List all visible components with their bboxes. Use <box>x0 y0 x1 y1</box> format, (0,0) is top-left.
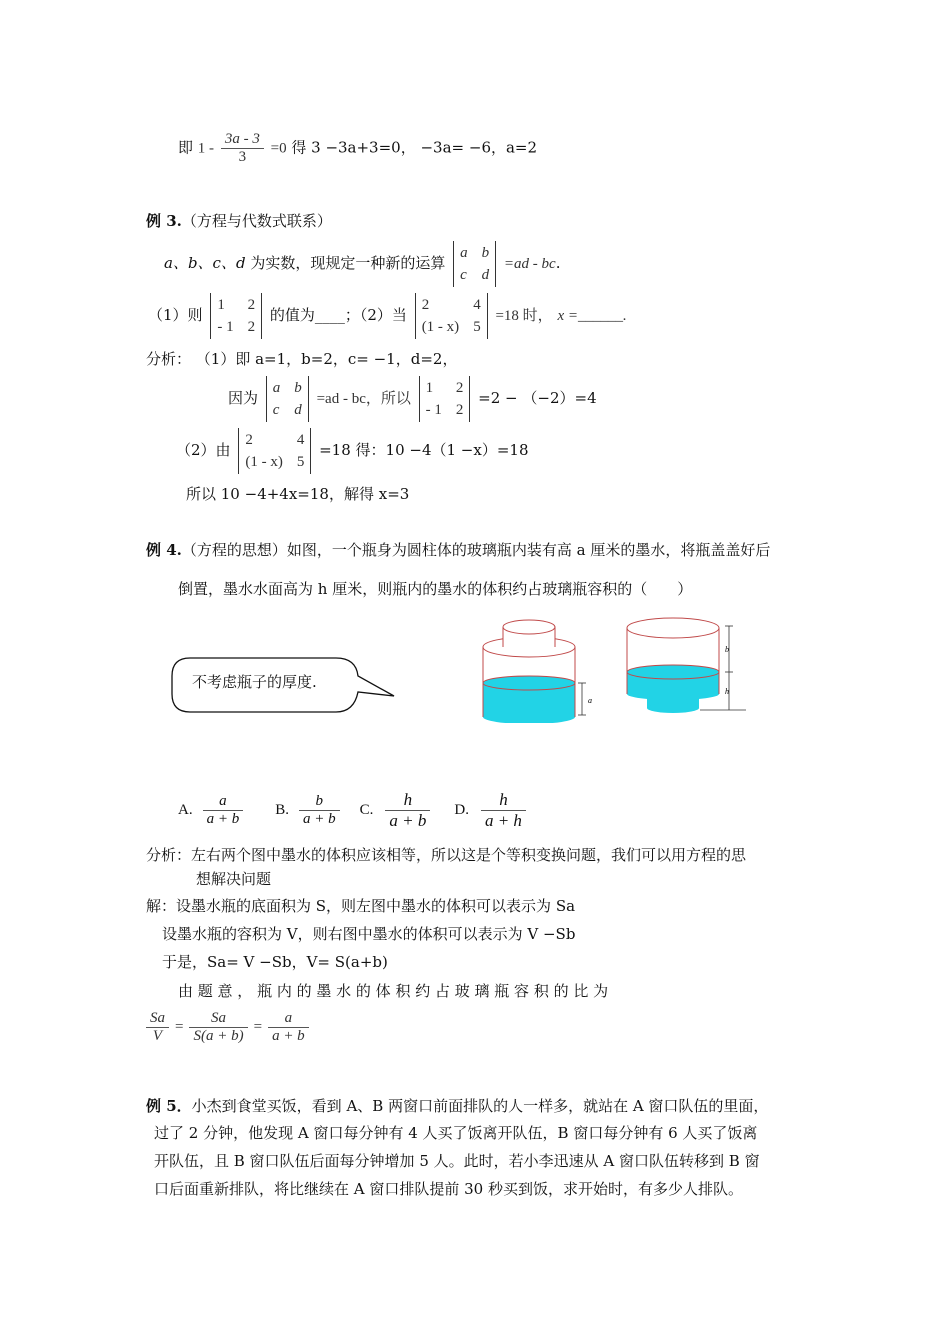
solution-4-line-4: 由 题 意 ， 瓶 内 的 墨 水 的 体 积 约 占 玻 璃 瓶 容 积 的 比 为 <box>178 982 609 1000</box>
answer-options <box>178 790 528 831</box>
solution-line: 即 1 - $\frac{3a - 3}{3}$ =0 得 3 −3a+3=0， −3a= −6，a=2 <box>178 131 538 165</box>
speech-bubble-text: 不考虑瓶子的厚度. <box>192 673 317 691</box>
bottle-inverted-diagram <box>622 610 748 718</box>
analysis-4-line-1: 分析：左右两个图中墨水的体积应该相等，所以这是个等积变换问题，我们可以用方程的思 <box>146 846 747 864</box>
option-d[interactable]: D. $\frac{h}{a + h}$ <box>454 790 528 831</box>
analysis-line-2: 因为 a b c d =ad - bc，所以 1 2 - 1 2 =2 − （−2）=4 <box>228 376 597 422</box>
option-a[interactable]: A. $\frac{a}{a + b}$ <box>178 793 245 828</box>
label-b: b <box>725 645 729 654</box>
determinant-q1-2: 1 2 - 1 2 <box>419 376 471 422</box>
determinant-definition: a b c d <box>453 241 496 287</box>
example-5-line-4: 口后面重新排队，将比继续在 A 窗口排队提前 30 秒买到饭，求开始时，有多少人排队。 <box>154 1180 743 1198</box>
solution-4-line-1: 解：设墨水瓶的底面积为 S，则左图中墨水的体积可以表示为 Sa <box>146 897 576 915</box>
analysis-4-line-2: 想解决问题 <box>196 870 272 888</box>
example-3-intro: a、b、c、d 为实数，现规定一种新的运算 a b c d =ad - bc. <box>164 241 560 287</box>
solution-4-line-2: 设墨水瓶的容积为 V，则右图中墨水的体积可以表示为 V −Sb <box>162 925 576 943</box>
determinant-definition-2: a b c d <box>266 376 309 422</box>
example-3-heading: 例 3.（方程与代数式联系） <box>146 212 332 230</box>
ratio-equation: $\frac{Sa}{V}$ = $\frac{Sa}{S(a + b)}$ = $\frac{a}{a + b}$ <box>144 1010 311 1045</box>
label-h: h <box>725 687 729 696</box>
example-5-line-1: 例 5．小杰到食堂买饭，看到 A、B 两窗口前面排队的人一样多，就站在 A 窗口队伍的里面， <box>146 1097 769 1115</box>
option-b[interactable]: B. $\frac{b}{a + b}$ <box>275 793 341 828</box>
analysis-line-1: 分析： （1）即 a=1，b=2，c= −1，d=2， <box>146 350 458 368</box>
example-5-line-2: 过了 2 分钟，他发现 A 窗口每分钟有 4 人买了饭离开队伍，B 窗口每分钟有 6 人买了饭离 <box>154 1124 758 1142</box>
example-3-questions: （1）则 1 2 - 1 2 的值为____；（2）当 2 4 (1 - x) 5 =18 时， x =______. <box>148 293 627 339</box>
fraction: $\frac{3a - 3}{3}$ <box>221 131 264 166</box>
option-c[interactable]: C. $\frac{h}{a + b}$ <box>360 790 433 831</box>
analysis-line-3: （2）由 2 4 (1 - x) 5 =18 得：10 −4（1 −x）=18 <box>176 428 529 474</box>
bottle-upright-diagram <box>478 615 600 723</box>
analysis-line-4: 所以 10 −4+4x=18，解得 x=3 <box>186 485 410 503</box>
determinant-q2: 2 4 (1 - x) 5 <box>415 293 488 339</box>
label-a: a <box>588 696 592 705</box>
determinant-q2-2: 2 4 (1 - x) 5 <box>238 428 311 474</box>
determinant-q1: 1 2 - 1 2 <box>210 293 262 339</box>
example-5-line-3: 开队伍，且 B 窗口队伍后面每分钟增加 5 人。此时，若小李迅速从 A 窗口队伍转移到 B 窗 <box>154 1152 760 1170</box>
example-4-line-1: 例 4.（方程的思想）如图，一个瓶身为圆柱体的玻璃瓶内装有高 a 厘米的墨水，将瓶盖盖好后 <box>146 541 771 559</box>
solution-4-line-3: 于是，Sa= V −Sb，V= S(a+b) <box>162 953 388 971</box>
example-4-line-2: 倒置，墨水水面高为 h 厘米，则瓶内的墨水的体积约占玻璃瓶容积的（ ） <box>178 580 693 598</box>
